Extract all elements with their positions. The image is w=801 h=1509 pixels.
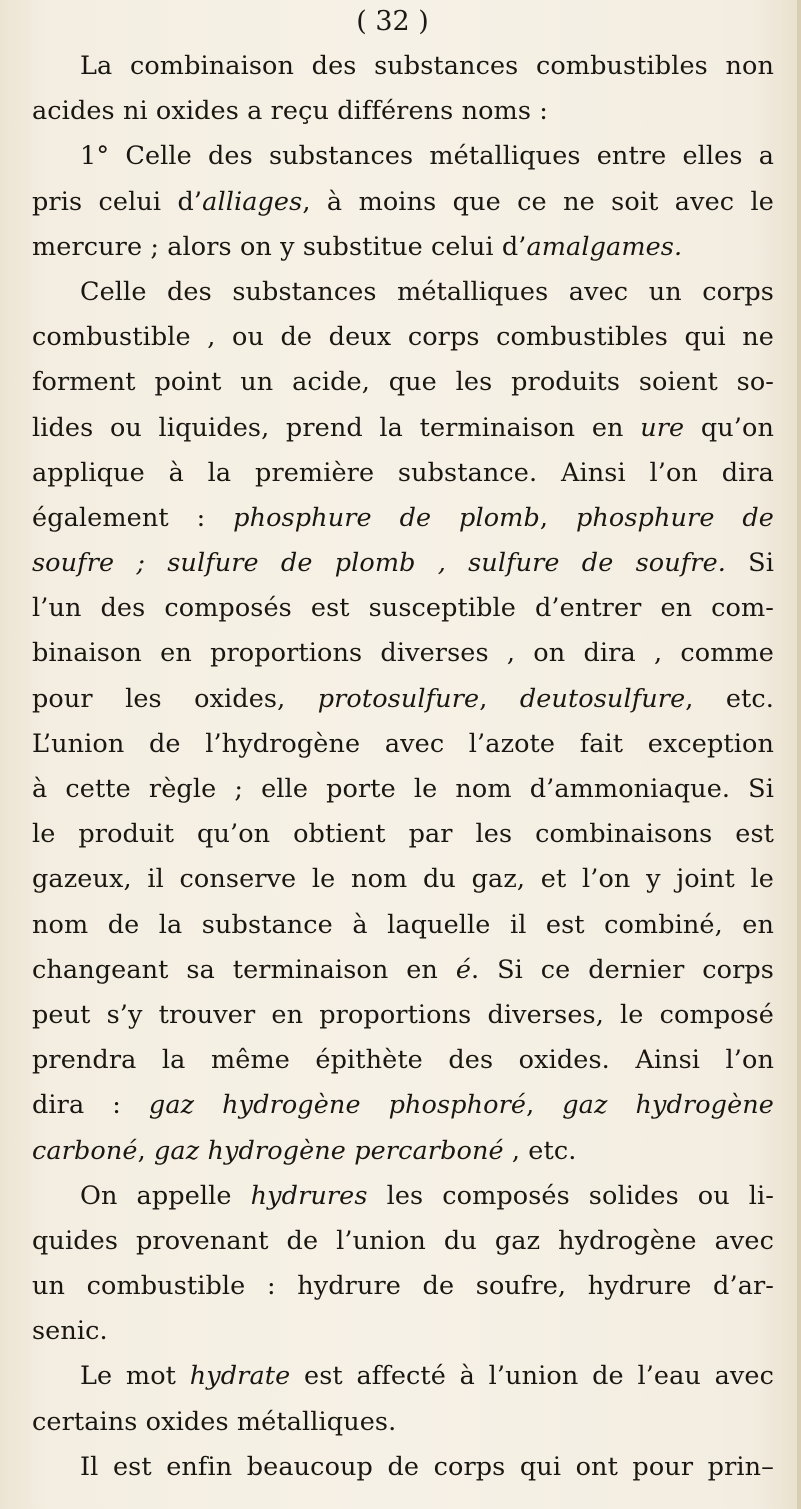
text-segment: certains oxides métalliques. <box>32 1406 397 1437</box>
text-segment: dira : <box>32 1090 149 1121</box>
text-segment: . Si ce dernier corps <box>471 954 774 985</box>
text-line <box>32 1400 774 1445</box>
text-segment: Il est enfin beaucoup de corps qui ont pour prin– <box>80 1451 774 1482</box>
text-segment: , <box>539 502 576 533</box>
italic-term: gaz hydrogène phosphoré <box>148 1090 527 1121</box>
text-segment: L’union de l’hydrogène avec l’azote fait exception <box>32 728 774 759</box>
text-line <box>32 1309 774 1354</box>
text-line <box>32 1174 774 1219</box>
text-segment: un combustible : hydrure de soufre, hydrure d’ar- <box>32 1271 774 1302</box>
text-segment: 1° Celle des substances métalliques entre elles a <box>80 141 774 172</box>
italic-term: é <box>455 954 472 985</box>
text-line <box>32 451 774 496</box>
text-line <box>32 225 774 270</box>
text-segment: qu’on <box>684 412 774 443</box>
text-segment: , <box>479 683 520 714</box>
text-line <box>32 1354 774 1399</box>
text-segment: également : <box>32 502 234 533</box>
text-segment: Le mot <box>80 1361 190 1392</box>
text-line <box>32 677 774 722</box>
text-line <box>32 315 774 360</box>
text-line <box>32 767 774 812</box>
text-line <box>32 1083 774 1128</box>
text-line <box>32 903 774 948</box>
text-line <box>32 993 774 1038</box>
italic-term: gaz hydrogène percarboné <box>154 1135 504 1166</box>
italic-term: protosulfure <box>317 683 480 714</box>
text-segment: le produit qu’on obtient par les combinaisons est <box>32 819 774 850</box>
page-number: ( 32 ) <box>356 6 429 37</box>
text-line <box>32 586 774 631</box>
italic-term: hydrures <box>250 1180 368 1211</box>
text-segment: senic. <box>32 1316 108 1347</box>
text-segment: quides provenant de l’union du gaz hydrogène avec <box>32 1225 774 1256</box>
text-segment: applique à la première substance. Ainsi l’on dira <box>32 457 774 488</box>
text-segment: On appelle <box>80 1180 251 1211</box>
italic-term: amalgames. <box>526 231 683 262</box>
text-line <box>32 948 774 993</box>
text-segment: La combinaison des substances combustibles non <box>80 51 774 81</box>
text-segment: nom de la substance à laquelle il est combiné, en <box>32 909 774 940</box>
text-line <box>32 1264 774 1309</box>
italic-term: gaz hydrogène <box>562 1090 774 1121</box>
text-line <box>32 1129 774 1174</box>
text-line <box>32 1219 774 1264</box>
italic-term: phosphure de <box>575 502 774 533</box>
text-line <box>32 857 774 902</box>
text-segment: changeant sa terminaison en <box>32 954 456 985</box>
text-line <box>32 360 774 405</box>
text-segment: acides ni oxides a reçu différens noms : <box>32 96 548 127</box>
text-line <box>32 406 774 451</box>
page-edge <box>797 0 801 1509</box>
text-line <box>32 134 774 179</box>
text-line <box>32 1038 774 1083</box>
text-segment: binaison en proportions diverses , on dira , comme <box>32 638 774 669</box>
text-segment: peut s’y trouver en proportions diverses, le composé <box>32 999 774 1030</box>
italic-term: carboné <box>32 1135 138 1166</box>
text-segment: l’un des composés est susceptible d’entrer en com- <box>32 593 774 624</box>
text-segment: prendra la même épithète des oxides. Ainsi l’on <box>32 1045 774 1076</box>
italic-term: hydrate <box>189 1361 291 1392</box>
text-segment: Si <box>726 548 775 579</box>
text-segment: lides ou liquides, prend la terminaison en <box>32 412 641 443</box>
text-line <box>32 1445 774 1490</box>
text-line <box>32 44 774 89</box>
text-line <box>32 631 774 676</box>
text-segment: , etc. <box>685 683 774 714</box>
italic-term: phosphure de plomb <box>233 502 540 533</box>
text-line <box>32 541 774 586</box>
text-segment: combustible , ou de deux corps combustibles qui ne <box>32 322 774 353</box>
italic-term: soufre ; sulfure de plomb , sulfure de soufre. <box>32 548 726 579</box>
text-segment: pris celui d’ <box>32 186 203 217</box>
text-line <box>32 496 774 541</box>
text-segment: , à moins que ce ne soit avec le <box>302 186 774 217</box>
text-segment: mercure ; alors on y substitue celui d’ <box>32 231 527 262</box>
text-line <box>32 89 774 134</box>
text-segment: est affecté à l’union de l’eau avec <box>290 1361 775 1392</box>
italic-term: alliages <box>202 186 303 217</box>
italic-term: ure <box>640 412 685 443</box>
text-segment: gazeux, il conserve le nom du gaz, et l’on y joint le <box>32 864 774 895</box>
text-segment: forment point un acide, que les produits soient so- <box>32 367 774 398</box>
text-segment: pour les oxides, <box>32 683 318 714</box>
text-segment: les composés solides ou li- <box>367 1180 775 1211</box>
text-segment: à cette règle ; elle porte le nom d’ammoniaque. Si <box>32 774 774 804</box>
text-line <box>32 270 774 315</box>
text-line <box>32 180 774 225</box>
text-segment: Celle des substances métalliques avec un corps <box>80 276 774 307</box>
text-segment: , <box>526 1090 563 1121</box>
text-line <box>32 812 774 857</box>
text-segment: , etc. <box>503 1135 577 1166</box>
text-line <box>32 722 774 767</box>
body-text <box>32 44 774 1490</box>
text-segment: , <box>137 1135 154 1166</box>
italic-term: deutosulfure <box>519 683 686 714</box>
